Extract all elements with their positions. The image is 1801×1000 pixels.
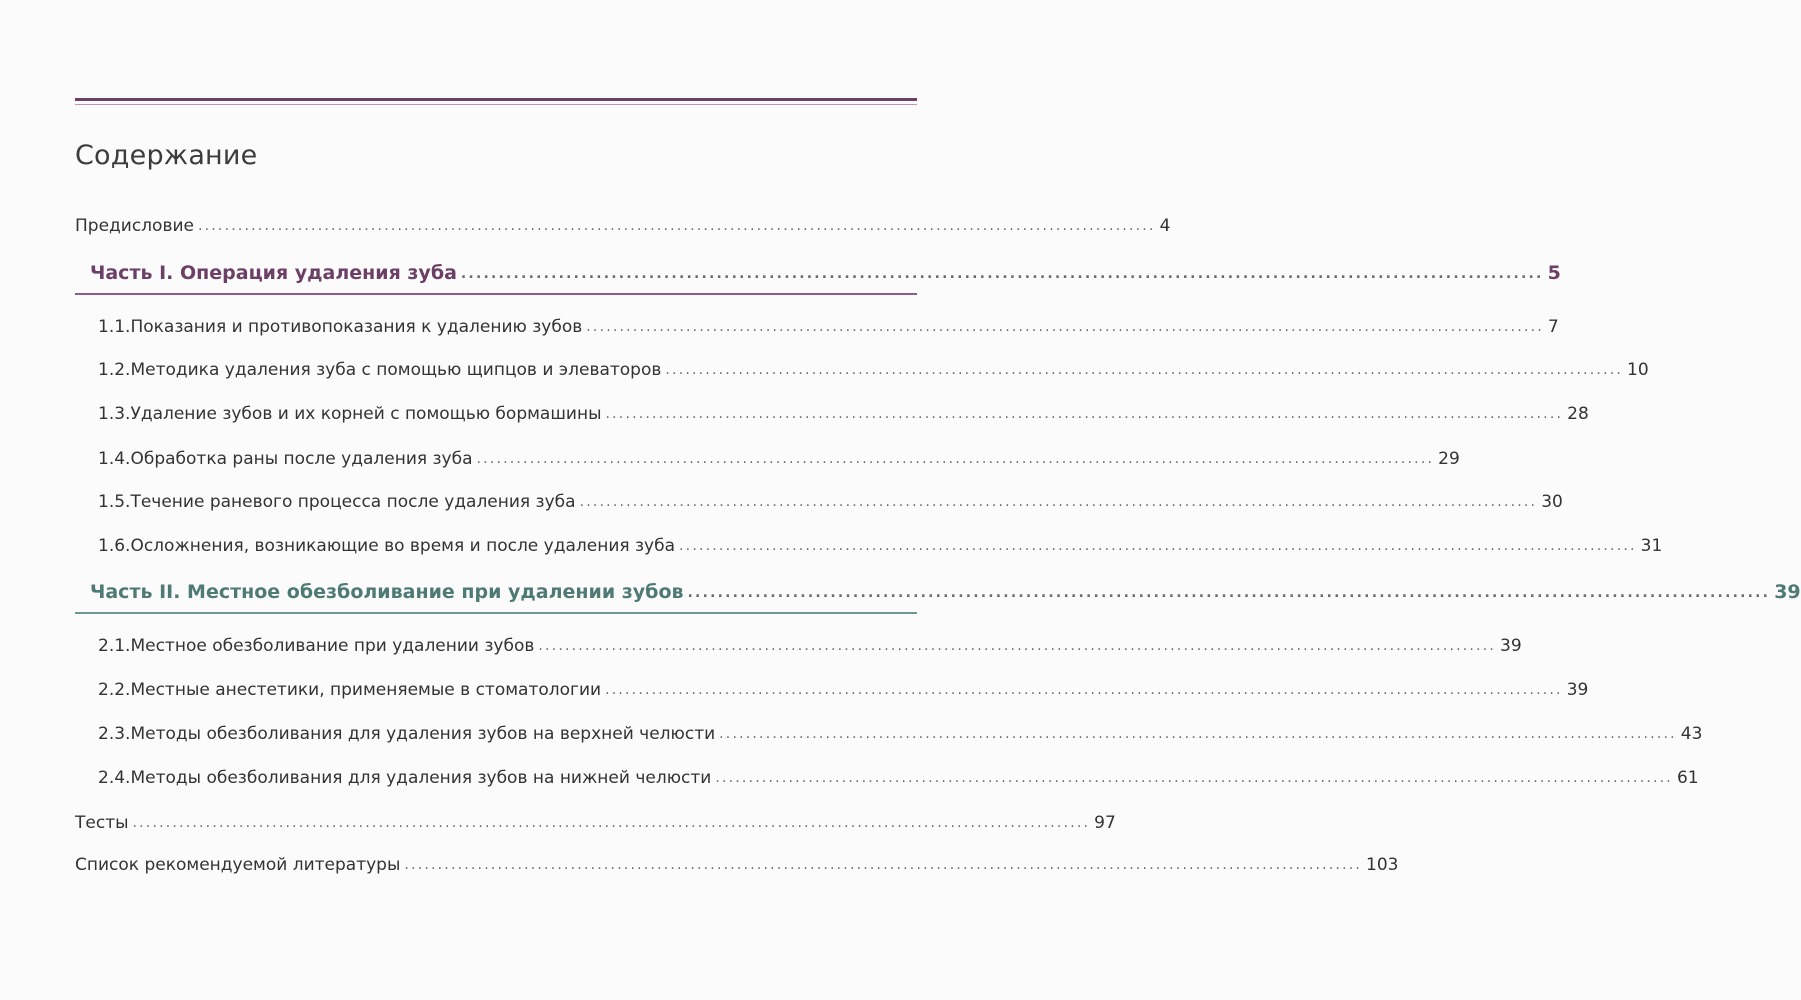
- toc-entry-page: 43: [1680, 724, 1703, 744]
- toc-entry-number: 1.1.: [98, 317, 131, 337]
- toc-entry-tests: [75, 813, 1116, 833]
- toc-part-title: Часть I. Операция удаления зуба: [90, 262, 457, 284]
- toc-entry-2-3: [98, 724, 1703, 744]
- toc-entry-2-1: [98, 636, 1522, 656]
- toc-leader-dots: ................................................................................................................................................: [476, 451, 1435, 467]
- toc-entry-number: 1.5.: [98, 492, 131, 512]
- toc-entry-number: 2.1.: [98, 636, 131, 656]
- toc-leader-dots: ................................................................................................................................................: [460, 266, 1544, 282]
- toc-entry-title: Показания и противопоказания к удалению зубов: [130, 317, 583, 337]
- toc-entry-page: 103: [1366, 855, 1399, 875]
- toc-entry-title: Тесты: [75, 813, 129, 833]
- toc-leader-dots: ................................................................................................................................................: [197, 218, 1156, 234]
- toc-entry-number: 1.6.: [98, 536, 131, 556]
- toc-entry-number: 1.2.: [98, 360, 131, 380]
- toc-entry-title: Обработка раны после удаления зуба: [130, 449, 473, 469]
- toc-entry-number: 1.3.: [98, 404, 131, 424]
- toc-leader-dots: ................................................................................................................................................: [586, 319, 1544, 335]
- toc-entry-title: Местные анестетики, применяемые в стоматологии: [130, 680, 602, 700]
- toc-part-1: [90, 262, 1561, 284]
- toc-entry-number: 1.4.: [98, 449, 131, 469]
- toc-leader-dots: ................................................................................................................................................: [132, 815, 1091, 831]
- toc-entry-page: 39: [1774, 581, 1801, 603]
- toc-entry-page: 10: [1627, 360, 1649, 380]
- toc-entry-page: 39: [1566, 680, 1589, 700]
- toc-entry-title: Предисловие: [75, 216, 194, 236]
- toc-leader-dots: ................................................................................................................................................: [665, 362, 1624, 378]
- toc-part-title: Часть II. Местное обезболивание при удалении зубов: [90, 581, 684, 603]
- toc-entry-page: 5: [1547, 262, 1561, 284]
- toc-entry-page: 28: [1567, 404, 1589, 424]
- toc-leader-dots: ................................................................................................................................................: [579, 494, 1538, 510]
- toc-entry-page: 61: [1676, 768, 1699, 788]
- part-1-rule: [75, 293, 917, 295]
- toc-entry-title: Удаление зубов и их корней с помощью бормашины: [130, 404, 602, 424]
- toc-entry-1-4: [98, 449, 1460, 469]
- toc-entry-2-2: [98, 680, 1589, 700]
- toc-entry-number: 2.3.: [98, 724, 131, 744]
- toc-leader-dots: ................................................................................................................................................: [719, 726, 1677, 742]
- toc-leader-dots: ................................................................................................................................................: [538, 638, 1497, 654]
- toc-entry-1-3: [98, 404, 1589, 424]
- toc-leader-dots: ................................................................................................................................................: [605, 406, 1564, 422]
- toc-entry-title: Местное обезболивание при удалении зубов: [130, 636, 535, 656]
- toc-entry-title: Список рекомендуемой литературы: [75, 855, 401, 875]
- toc-entry-title: Течение раневого процесса после удаления зуба: [130, 492, 576, 512]
- toc-entry-number: 2.4.: [98, 768, 131, 788]
- toc-entry-title: Методы обезболивания для удаления зубов на верхней челюсти: [130, 724, 716, 744]
- toc-part-2: [90, 581, 1801, 603]
- toc-entry-1-1: [98, 317, 1559, 337]
- toc-entry-2-4: [98, 768, 1699, 788]
- toc-entry-1-2: [98, 360, 1649, 380]
- toc-entry-title: Осложнения, возникающие во время и после удаления зуба: [130, 536, 676, 556]
- toc-entry-preface: [75, 216, 1171, 236]
- toc-entry-number: 2.2.: [98, 680, 131, 700]
- part-2-rule: [75, 612, 917, 614]
- toc-entry-page: 4: [1159, 216, 1171, 236]
- toc-entry-page: 7: [1547, 317, 1559, 337]
- toc-leader-dots: ................................................................................................................................................: [605, 682, 1563, 698]
- page-title: Содержание: [75, 140, 258, 171]
- toc-entry-title: Методика удаления зуба с помощью щипцов и элеваторов: [130, 360, 662, 380]
- toc-leader-dots: ................................................................................................................................................: [715, 770, 1673, 786]
- toc-entry-page: 97: [1094, 813, 1116, 833]
- toc-leader-dots: ................................................................................................................................................: [679, 538, 1637, 554]
- toc-entry-page: 29: [1438, 449, 1460, 469]
- toc-entry-page: 39: [1500, 636, 1522, 656]
- header-rule: [75, 98, 917, 101]
- toc-entry-page: 30: [1541, 492, 1563, 512]
- toc-entry-bibliography: [75, 855, 1399, 875]
- toc-entry-page: 31: [1640, 536, 1663, 556]
- toc-entry-title: Методы обезболивания для удаления зубов на нижней челюсти: [130, 768, 712, 788]
- toc-leader-dots: ................................................................................................................................................: [687, 585, 1771, 601]
- toc-entry-1-6: [98, 536, 1663, 556]
- toc-leader-dots: ................................................................................................................................................: [404, 857, 1363, 873]
- toc-entry-1-5: [98, 492, 1563, 512]
